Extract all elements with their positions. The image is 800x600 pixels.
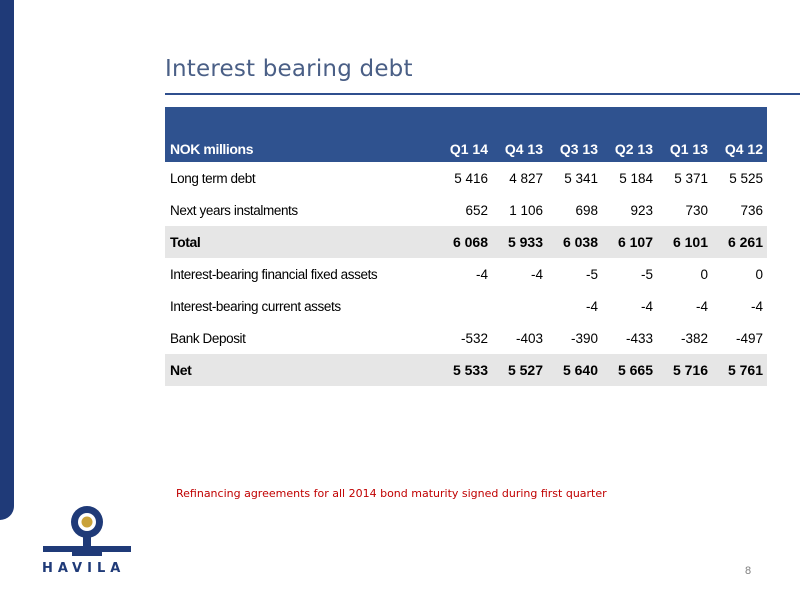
table-cell: -403 <box>515 330 543 346</box>
table-cell: 5 416 <box>454 170 488 186</box>
table-cell: 923 <box>630 202 653 218</box>
page-number: 8 <box>745 565 752 577</box>
table-cell: -4 <box>750 298 763 314</box>
table-row <box>165 290 767 322</box>
table-row <box>165 258 767 290</box>
table-cell: -4 <box>530 266 543 282</box>
logo-wordmark: HAVILA <box>42 561 126 576</box>
table-cell: -4 <box>475 266 488 282</box>
table-cell: 5 341 <box>564 170 598 186</box>
row-label: Interest-bearing financial fixed assets <box>170 266 378 282</box>
row-label: Next years instalments <box>170 202 298 218</box>
table-cell: 0 <box>700 266 708 282</box>
header-col-q2-13: Q2 13 <box>614 141 653 157</box>
table-cell: -497 <box>735 330 763 346</box>
left-accent-bar <box>0 0 14 520</box>
header-col-q1-14: Q1 14 <box>449 141 488 157</box>
table-cell: -433 <box>625 330 653 346</box>
header-label: NOK millions <box>170 141 254 157</box>
row-label: Net <box>165 354 437 386</box>
table-cell: 0 <box>755 266 763 282</box>
header-col-q4-12: Q4 12 <box>724 141 763 157</box>
table-cell: 6 101 <box>657 226 712 258</box>
table-cell: 5 184 <box>619 170 653 186</box>
table-cell: 736 <box>740 202 763 218</box>
table-row <box>165 322 767 354</box>
table-cell: 5 716 <box>657 354 712 386</box>
table-cell: 5 533 <box>437 354 492 386</box>
row-label: Bank Deposit <box>170 330 246 346</box>
table-cell: 5 371 <box>674 170 708 186</box>
table-row <box>165 162 767 194</box>
table-cell: 730 <box>685 202 708 218</box>
table-cell: 6 107 <box>602 226 657 258</box>
table-cell: 5 665 <box>602 354 657 386</box>
table-cell: 1 106 <box>509 202 543 218</box>
row-label: Total <box>165 226 437 258</box>
table-cell: -4 <box>640 298 653 314</box>
table-cell: -382 <box>680 330 708 346</box>
table-cell: 5 525 <box>729 170 763 186</box>
table-cell: 4 827 <box>509 170 543 186</box>
table-cell: 5 933 <box>492 226 547 258</box>
row-label: Interest-bearing current assets <box>170 298 341 314</box>
table-cell: 6 261 <box>712 226 767 258</box>
table-header-row <box>165 107 767 162</box>
table-cell: 5 640 <box>547 354 602 386</box>
title-divider <box>165 93 800 95</box>
table-cell: -390 <box>570 330 598 346</box>
header-col-q1-13: Q1 13 <box>669 141 708 157</box>
total-row <box>165 226 767 258</box>
table-cell: 5 761 <box>712 354 767 386</box>
table-cell <box>492 290 547 322</box>
table-cell: 6 038 <box>547 226 602 258</box>
refinancing-note: Refinancing agreements for all 2014 bond maturity signed during first quarter <box>176 487 607 500</box>
header-col-q4-13: Q4 13 <box>504 141 543 157</box>
table-cell: -4 <box>585 298 598 314</box>
table-row <box>165 194 767 226</box>
debt-table <box>165 107 767 386</box>
table-cell: 652 <box>465 202 488 218</box>
table-cell: 698 <box>575 202 598 218</box>
table-cell: -532 <box>460 330 488 346</box>
net-row <box>165 354 767 386</box>
header-col-q3-13: Q3 13 <box>559 141 598 157</box>
row-label: Long term debt <box>170 170 256 186</box>
table-cell: 5 527 <box>492 354 547 386</box>
table-cell <box>437 290 492 322</box>
table-cell: -5 <box>640 266 653 282</box>
table-cell: -4 <box>695 298 708 314</box>
slide-title: Interest bearing debt <box>165 56 413 82</box>
table-cell: -5 <box>585 266 598 282</box>
table-cell: 6 068 <box>437 226 492 258</box>
